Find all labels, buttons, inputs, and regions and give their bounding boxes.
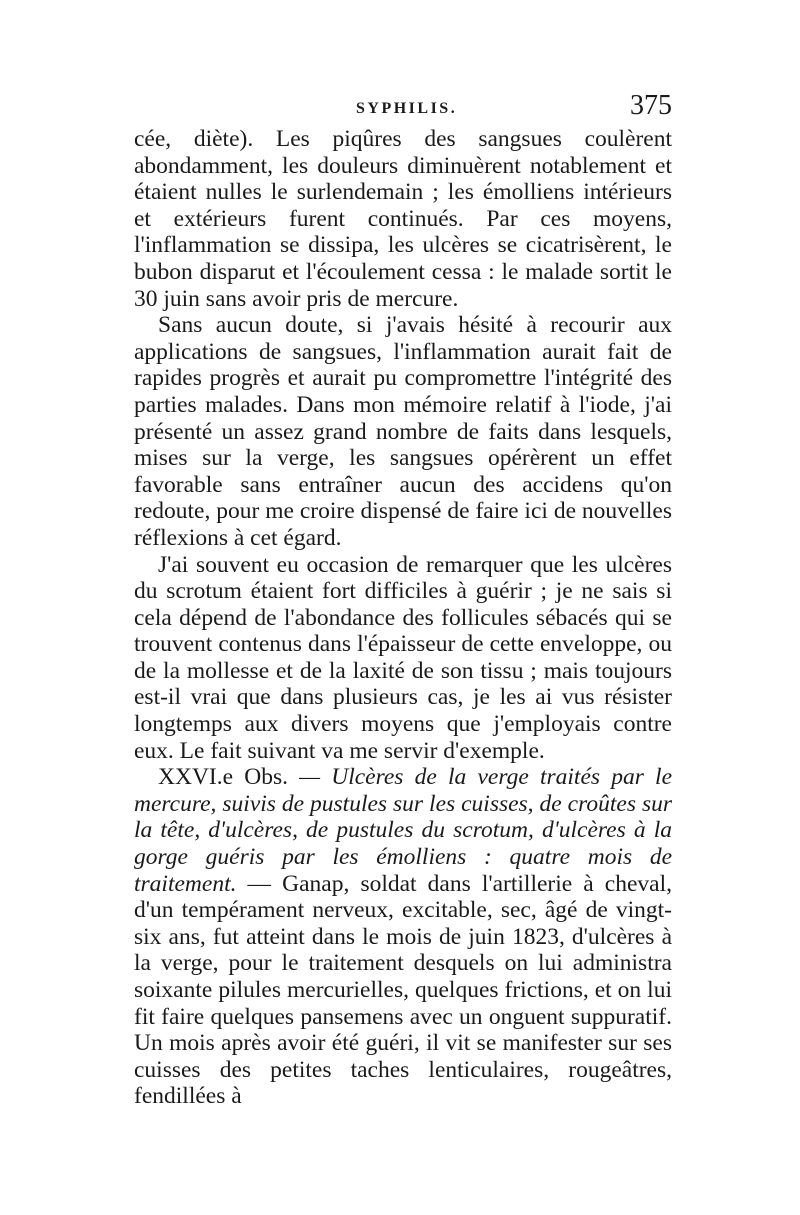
paragraph-leeches: Sans aucun doute, si j'avais hésité à recourir aux applications de sangsues, l'inflammation aurait fait de rapides progrès et aurait pu compromettre l'intégrité des parties malades. Dans mon mémoire relatif à l'iode, j'ai présenté un assez grand nombre de faits dans lesquels, mises sur la verge, les sangsues opérèrent un effet favorable sans entraîner aucun des accidens qu'on redoute, pour me croire dispensé de faire ici de nouvelles réflexions à cet égard. <box>134 312 672 551</box>
observation-text: — Ganap, soldat dans l'artillerie à cheval, d'un tempérament nerveux, excitable, sec, âgé de vingt-six ans, fut atteint dans le mois de juin 1823, d'ulcères à la verge, pour le traitement desquels on lui administra soixante pilules mercurielles, quelques frictions, et on lui fit faire quelques pansemens avec un onguent suppuratif. Un mois après avoir été guéri, il vit se manifester sur ses cuisses des petites taches lenticulaires, rougeâtres, fendillées à <box>134 870 672 1110</box>
body-text <box>134 126 672 1110</box>
page-header <box>134 90 672 126</box>
paragraph-continuation: cée, diète). Les piqûres des sangsues coulèrent abondamment, les douleurs diminuèrent notablement et étaient nulles le surlendemain ; les émolliens intérieurs et extérieurs furent continués. Par ces moyens, l'inflammation se dissipa, les ulcères se cicatrisèrent, le bubon disparut et l'écoulement cessa : le malade sortit le 30 juin sans avoir pris de mercure. <box>134 126 672 312</box>
paragraph-scrotum-ulcers: J'ai souvent eu occasion de remarquer que les ulcères du scrotum étaient fort difficiles à guérir ; je ne sais si cela dépend de l'abondance des follicules sébacés qui se trouvent contenus dans l'épaisseur de cette enveloppe, ou de la mollesse et de la laxité de son tissu ; mais toujours est-il vrai que dans plusieurs cas, je les ai vus résister longtemps aux divers moyens que j'employais contre eux. Le fait suivant va me servir d'exemple. <box>134 551 672 764</box>
running-title: SYPHILIS. <box>356 100 458 117</box>
paragraph-observation-26 <box>134 764 672 1110</box>
observation-title: — Ulcères de la verge traités par le mercure, suivis de pustules sur les cuisses, de croûtes sur la tête, d'ulcères, de pustules du scrotum, d'ulcères à la gorge guéris par les émolliens : quatre mois de traitement. <box>134 764 672 897</box>
observation-number: XXVI.e Obs. <box>158 764 288 791</box>
page-number: 375 <box>630 90 672 121</box>
